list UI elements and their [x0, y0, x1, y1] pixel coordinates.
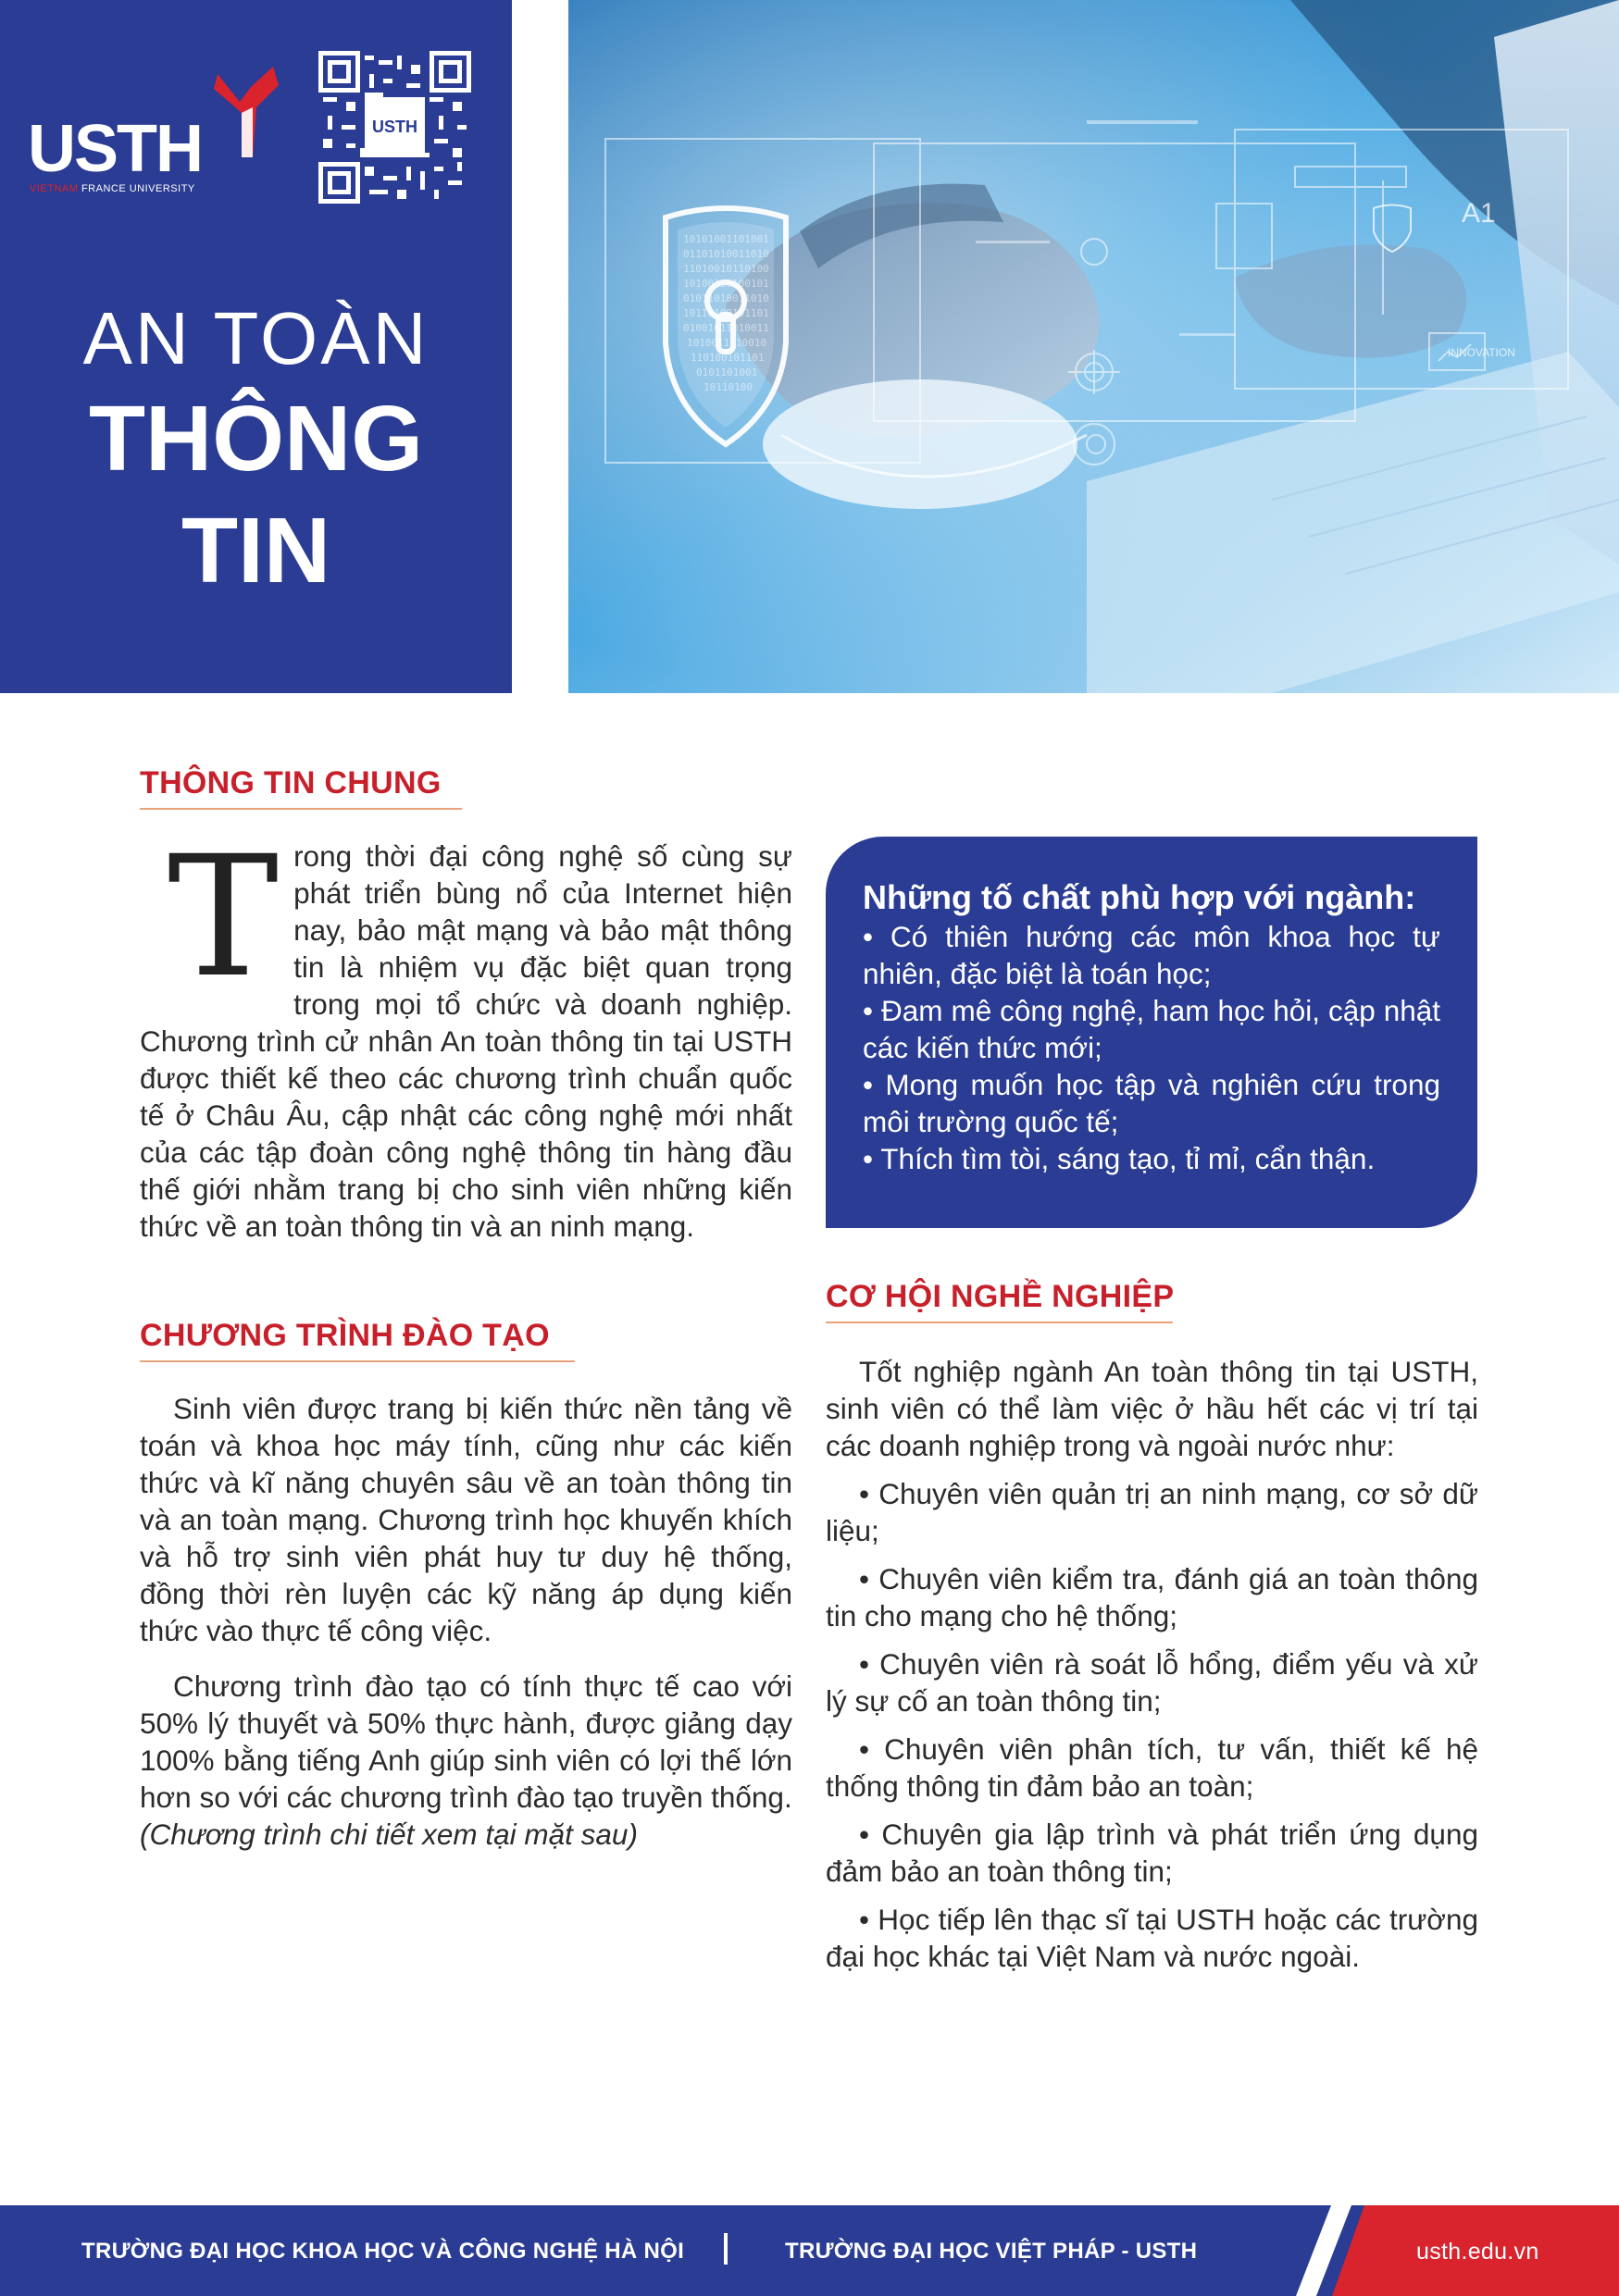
qr-code-graphic: [318, 51, 471, 204]
general-info-heading-text: THÔNG TIN CHUNG: [140, 765, 442, 800]
hero-panel: [0, 0, 512, 693]
list-item: • Đam mê công nghệ, ham học hỏi, cập nhật các kiến thức mới;: [863, 994, 1440, 1064]
career-heading: [826, 1279, 1174, 1315]
footer: [0, 2205, 1619, 2296]
career-body: [826, 1353, 1478, 1975]
hero-image: [568, 0, 1619, 693]
svg-text:01011010011010: 01011010011010: [683, 292, 769, 304]
list-item: • Mong muốn học tập và nghiên cứu trong môi trường quốc tế;: [863, 1068, 1440, 1138]
svg-text:0101101001: 0101101001: [696, 366, 758, 379]
list-item: • Chuyên viên rà soát lỗ hổng, điểm yếu và xử lý sự cố an toàn thông tin;: [826, 1647, 1478, 1718]
training-body: [140, 1390, 792, 1853]
qualities-title: Những tố chất phù hợp với ngành:: [863, 878, 1416, 916]
training-heading-text: CHƯƠNG TRÌNH ĐÀO TẠO: [140, 1318, 550, 1353]
list-item: • Chuyên gia lập trình và phát triển ứng dụng đảm bảo an toàn thông tin;: [826, 1818, 1478, 1888]
heading-underline: [140, 808, 462, 810]
logo-tagline: VIETNAM FRANCE UNIVERSITY: [30, 183, 195, 194]
title-line-3: TIN: [181, 499, 331, 602]
career-intro: Tốt nghiệp ngành An toàn thông tin tại USTH, sinh viên có thể làm việc ở hầu hết các vị trí tại các doanh nghiệp trong và ngoài nước như:: [826, 1355, 1478, 1462]
hud-a1-label: A1: [1462, 198, 1496, 229]
footer-university-short: TRƯỜNG ĐẠI HỌC VIỆT PHÁP - USTH: [785, 2239, 1198, 2264]
general-info-heading: [140, 765, 442, 801]
svg-text:10100110100101: 10100110100101: [683, 278, 769, 290]
title-line-1: AN TOÀN: [82, 297, 430, 379]
qr-center-label: USTH: [372, 118, 417, 136]
footer-university-name: TRƯỜNG ĐẠI HỌC KHOA HỌC VÀ CÔNG NGHỆ HÀ NỘI: [81, 2239, 685, 2264]
page-title: [0, 294, 512, 607]
list-item: • Có thiên hướng các môn khoa học tự nhiên, đặc biệt là toán học;: [863, 920, 1440, 990]
svg-text:01101010011010: 01101010011010: [683, 248, 769, 260]
footer-separator: [724, 2233, 728, 2265]
cybersecurity-illustration: [568, 0, 1619, 693]
website-link[interactable]: usth.edu.vn: [1416, 2239, 1539, 2265]
heading-underline: [140, 1360, 575, 1362]
hud-innovation-label: INNOVATION: [1448, 346, 1515, 359]
svg-text:110100101101: 110100101101: [691, 352, 765, 364]
logo-wordmark: USTH: [28, 112, 202, 186]
qualities-list: [863, 918, 1440, 1177]
training-detail-note: (Chương trình chi tiết xem tại mặt sau): [140, 1818, 638, 1851]
svg-text:11010010110100: 11010010110100: [683, 263, 769, 275]
list-item: • Chuyên viên phân tích, tư vấn, thiết kế hệ thống thông tin đảm bảo an toàn;: [826, 1732, 1478, 1803]
training-paragraph-1: Sinh viên được trang bị kiến thức nền tảng về toán và khoa học máy tính, cũng như các kiến thức và kĩ năng chuyên sâu về an toàn thông tin và an toàn mạng. Chương trình học khuyến khích và hỗ trợ sinh viên phát huy tư duy hệ thống, đồng thời rèn luyện các kỹ năng áp dụng kiến thức vào thực tế công việc.: [140, 1392, 792, 1647]
list-item: • Thích tìm tòi, sáng tạo, tỉ mỉ, cẩn thận.: [863, 1142, 1376, 1175]
qr-code[interactable]: [318, 51, 471, 204]
list-item: • Chuyên viên kiểm tra, đánh giá an toàn thông tin cho mạng cho hệ thống;: [826, 1562, 1478, 1632]
svg-text:10110100: 10110100: [704, 381, 753, 393]
drop-cap: T: [168, 821, 280, 1014]
heading-underline: [826, 1322, 1173, 1323]
svg-text:10110100101101: 10110100101101: [683, 307, 769, 319]
training-heading: [140, 1318, 550, 1354]
career-heading-text: CƠ HỘI NGHỀ NGHIỆP: [826, 1279, 1175, 1314]
svg-text:10101001101001: 10101001101001: [683, 233, 769, 245]
title-line-2: THÔNG: [88, 387, 424, 490]
list-item: • Chuyên viên quản trị an ninh mạng, cơ sở dữ liệu;: [826, 1477, 1478, 1547]
training-paragraph-2: [140, 1668, 792, 1853]
list-item: • Học tiếp lên thạc sĩ tại USTH hoặc các trường đại học khác tại Việt Nam và nước ngoài.: [826, 1903, 1478, 1973]
general-info-text: rong thời đại công nghệ số cùng sự phát triển bùng nổ của Internet hiện nay, bảo mật mạng và bảo mật thông tin là nhiệm vụ đặc biệt quan trọng trong mọi tổ chức và doanh nghiệp. Chương trình cử nhân An toàn thông tin tại USTH được thiết kế theo các chương trình chuẩn quốc tế ở Châu Âu, cập nhật các công nghệ mới nhất của các tập đoàn công nghệ thông tin hàng đầu thế giới nhằm trang bị cho sinh viên những kiến thức về an toàn thông tin và an ninh mạng.: [140, 839, 792, 1243]
svg-text:01001011010011: 01001011010011: [683, 322, 769, 334]
general-info-body: [140, 821, 792, 1245]
training-paragraph-2-text: Chương trình đào tạo có tính thực tế cao với 50% lý thuyết và 50% thực hành, được giảng dạy 100% bằng tiếng Anh giúp sinh viên có lợi thế lớn hơn so với các chương trình đào tạo truyền thống.: [140, 1669, 792, 1814]
career-list: [826, 1475, 1478, 1975]
usth-logo[interactable]: [28, 65, 278, 204]
svg-text:1010011010010: 1010011010010: [687, 337, 767, 349]
logo-mark-icon: [199, 65, 301, 167]
qualities-box: [826, 837, 1477, 1228]
